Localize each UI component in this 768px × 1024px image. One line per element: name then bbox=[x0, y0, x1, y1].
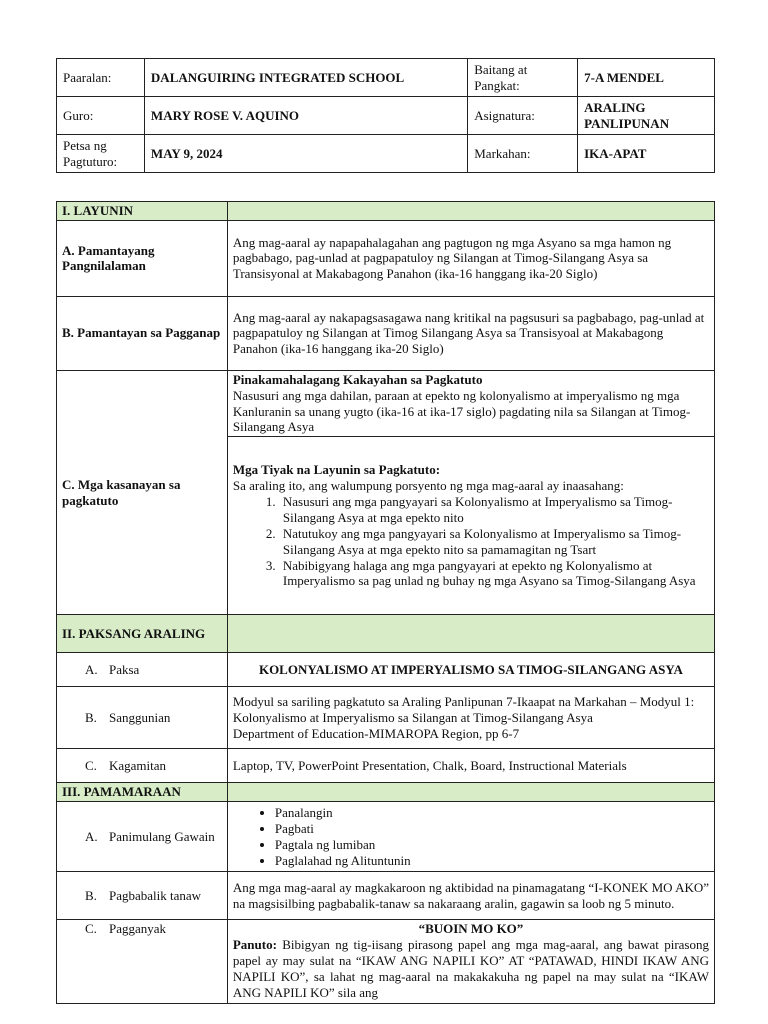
quarter-value: IKA-APAT bbox=[578, 135, 715, 173]
item-letter: C. bbox=[85, 921, 97, 937]
item-letter: C. bbox=[85, 757, 97, 773]
item-letter: B. bbox=[85, 887, 97, 903]
section-heading: III. PAMAMARAAN bbox=[57, 783, 228, 802]
row-preliminary bbox=[57, 802, 715, 872]
header-row-date bbox=[57, 135, 715, 173]
row-text: Ang mag-aaral ay napapahalagahan ang pagtugon ng mga Asyano sa mga hamon ng pagbabago, pag-unlad at pagpapatuloy ng Silangan at Timog-Silangang Asya sa Transisyonal at Makabagong Panahon (ika-16 hanggang ika-20 Siglo) bbox=[227, 220, 714, 296]
list-item: 3. Nabibigyang halaga ang mga pangyayari at epekto ng Kolonyalismo at Imperyalismo sa pag unlad ng buhay ng mga Asyano sa Timog-Silangang Asya bbox=[279, 558, 709, 590]
instructions-text: Bibigyan ng tig-iisang pirasong papel ang mga mag-aaral, ang bawat pirasong papel ay may sulat na “IKAW ANG NAPILI KO” AT “PATAWAD, HINDI IKAW ANG NAPILI KO”, sa lahat ng mag-aaral na makakakuha ng papel na may sulat na “IKAW ANG NAPILI KO” sila ang bbox=[232, 937, 709, 1000]
row-topic bbox=[57, 653, 715, 687]
section-row-procedure bbox=[57, 783, 715, 802]
section-row-objectives bbox=[57, 202, 715, 221]
header-row-teacher bbox=[57, 97, 715, 135]
row-label: Paksa bbox=[109, 661, 140, 677]
review-text: Ang mga mag-aaral ay magkakaroon ng aktibidad na pinamagatang “I-KONEK MO AKO” na magsisilbing pagbabalik-tanaw sa nakaraang aralin, gagawin sa loob ng 5 minuto. bbox=[227, 872, 714, 920]
section-heading: II. PAKSANG ARALING bbox=[57, 615, 228, 653]
list-item: • Pagbati bbox=[275, 821, 709, 837]
row-materials bbox=[57, 749, 715, 783]
row-text: Ang mag-aaral ay nakapagsasagawa nang kritikal na pagsusuri sa pagbabago, pag-unlad at pagpapatuloy ng Silangan at Timog Silangang Asya sa Transisyoal at Makabagong Panahon (ika-16 hanggang ika-20 Siglo) bbox=[227, 296, 714, 370]
reference-source: Department of Education-MIMAROPA Region, pp 6-7 bbox=[232, 725, 520, 741]
item-letter: B. bbox=[85, 709, 97, 725]
subsection-intro: Sa araling ito, ang walumpung porsyento ng mga mag-aaral ay inaasahang: bbox=[232, 478, 624, 494]
subsection-text: Nasusuri ang mga dahilan, paraan at epekto ng kolonyalismo at imperyalismo ng mga Kanluranin sa unang yugto (ika-16 at ika-17 siglo) pagdating nila sa Silangan at Timog-Silangang Asya bbox=[232, 387, 691, 435]
date-value: MAY 9, 2024 bbox=[144, 135, 467, 173]
header-table bbox=[56, 58, 715, 173]
row-competencies-part1 bbox=[57, 370, 715, 436]
school-label: Paaralan: bbox=[57, 59, 145, 97]
subject-value: ARALING PANLIPUNAN bbox=[578, 97, 715, 135]
reference-text: Modyul sa sariling pagkatuto sa Araling Panlipunan 7-Ikaapat na Markahan – Modyul 1: Kolonyalismo at Imperyalismo sa Silangan at Timog-Silangang Asya bbox=[232, 694, 695, 725]
list-item: 1. Nasusuri ang mga pangyayari sa Kolonyalismo at Imperyalismo sa Timog-Silangang Asya at mga epekto nito bbox=[279, 494, 709, 526]
header-row-school bbox=[57, 59, 715, 97]
list-item: • Panalangin bbox=[275, 805, 709, 821]
section-heading: I. LAYUNIN bbox=[57, 202, 228, 221]
row-reference bbox=[57, 687, 715, 749]
subject-label: Asignatura: bbox=[468, 97, 578, 135]
row-label: Sanggunian bbox=[109, 709, 171, 725]
lesson-plan-table bbox=[56, 201, 715, 1004]
row-performance-standard bbox=[57, 296, 715, 370]
row-label: Pagbabalik tanaw bbox=[109, 887, 202, 903]
date-label: Petsa ng Pagtuturo: bbox=[57, 135, 145, 173]
instructions-label: Panuto: bbox=[232, 937, 277, 953]
teacher-label: Guro: bbox=[57, 97, 145, 135]
list-item: • Paglalahad ng Alituntunin bbox=[275, 853, 709, 869]
row-review bbox=[57, 872, 715, 920]
subsection-title: Mga Tiyak na Layunin sa Pagkatuto: bbox=[232, 462, 441, 478]
row-label: A. Pamantayang Pangnilalaman bbox=[57, 220, 228, 296]
list-item: • Pagtala ng lumiban bbox=[275, 837, 709, 853]
grade-value: 7-A MENDEL bbox=[578, 59, 715, 97]
activity-title: “BUOIN MO KO” bbox=[418, 921, 524, 937]
row-label: Panimulang Gawain bbox=[109, 828, 215, 844]
item-letter: A. bbox=[85, 828, 98, 844]
row-content-standard bbox=[57, 220, 715, 296]
row-motivation bbox=[57, 920, 715, 1004]
row-label: B. Pamantayan sa Pagganap bbox=[57, 296, 228, 370]
school-value: DALANGUIRING INTEGRATED SCHOOL bbox=[144, 59, 467, 97]
row-label: Pagganyak bbox=[109, 921, 167, 937]
topic-title: KOLONYALISMO AT IMPERYALISMO SA TIMOG-SILANGANG ASYA bbox=[227, 653, 714, 687]
section-row-subject-matter bbox=[57, 615, 715, 653]
activity-list bbox=[233, 805, 709, 868]
activity-instructions bbox=[233, 937, 709, 1000]
subsection-title: Pinakamahalagang Kakayahan sa Pagkatuto bbox=[232, 371, 483, 387]
objectives-list bbox=[261, 494, 709, 589]
quarter-label: Markahan: bbox=[468, 135, 578, 173]
item-letter: A. bbox=[85, 661, 98, 677]
row-label: C. Mga kasanayan sa pagkatuto bbox=[57, 370, 228, 614]
list-item: 2. Natutukoy ang mga pangyayari sa Kolonyalismo at Imperyalismo sa Timog-Silangang Asya at mga epekto nito sa pamamagitan ng Tsart bbox=[279, 526, 709, 558]
row-label: Kagamitan bbox=[109, 757, 167, 773]
materials-text: Laptop, TV, PowerPoint Presentation, Chalk, Board, Instructional Materials bbox=[227, 749, 714, 783]
teacher-value: MARY ROSE V. AQUINO bbox=[144, 97, 467, 135]
grade-label: Baitang at Pangkat: bbox=[468, 59, 578, 97]
